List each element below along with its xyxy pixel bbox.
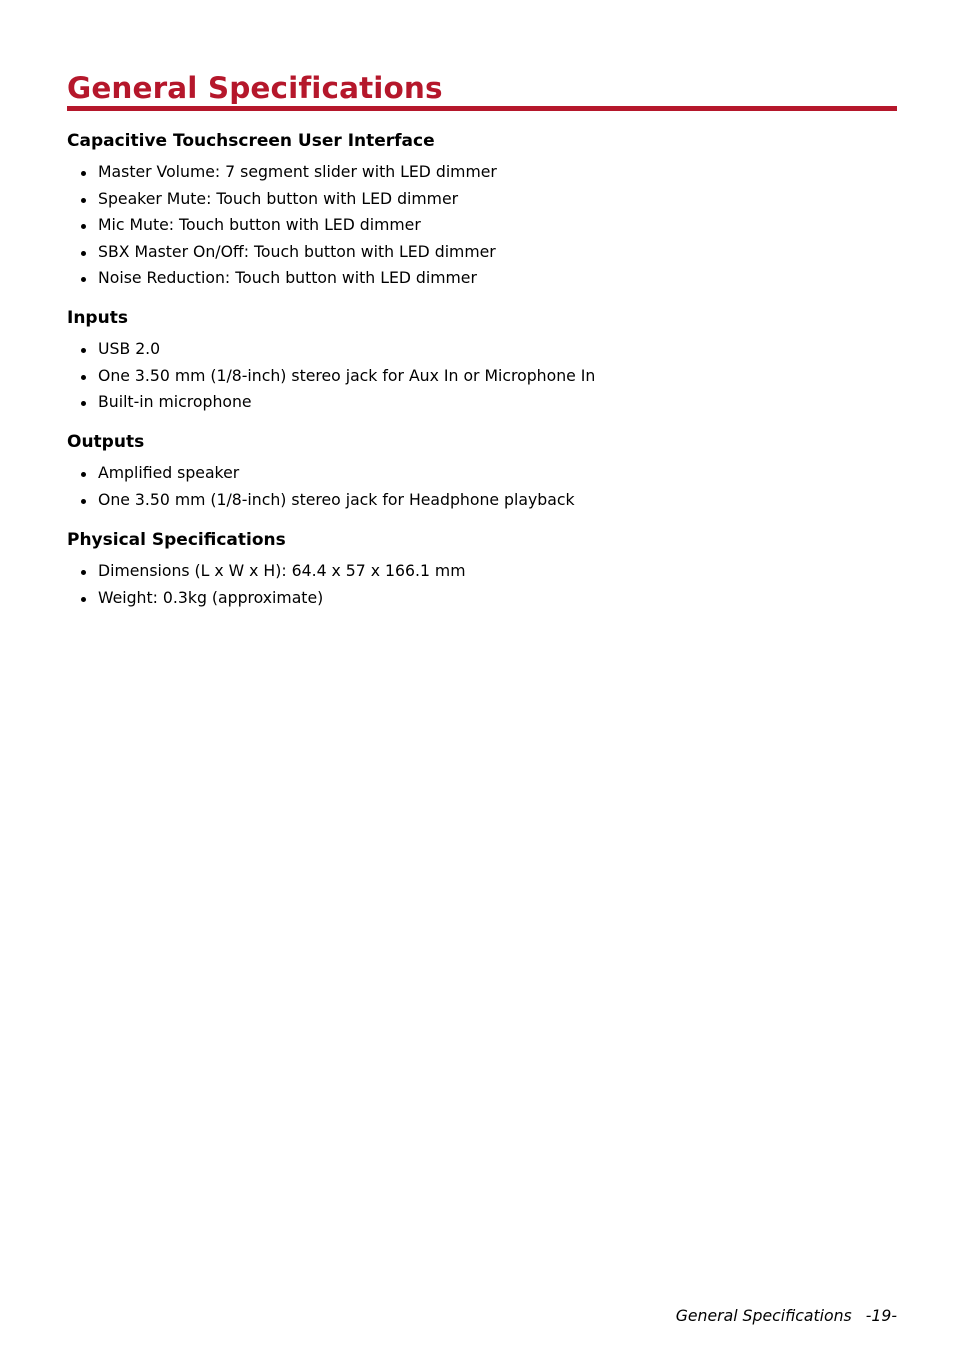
section-physical-specifications: [67, 528, 897, 611]
bullet-dot-icon: [81, 277, 86, 282]
list-item-text: One 3.50 mm (1/8-inch) stereo jack for Aux In or Microphone In: [98, 365, 596, 385]
list-item: [67, 585, 897, 612]
list-item: [67, 487, 897, 514]
section-heading: Capacitive Touchscreen User Interface: [67, 131, 435, 151]
bullet-dot-icon: [81, 224, 86, 229]
section-heading: Inputs: [67, 308, 128, 328]
list-item: [67, 265, 897, 292]
list-item-text: Noise Reduction: Touch button with LED dimmer: [98, 268, 477, 288]
footer-section-name: General Specifications: [675, 1306, 852, 1325]
list-item: [67, 389, 897, 416]
list-item: [67, 239, 897, 266]
bullet-list: [67, 336, 897, 416]
list-item-text: Weight: 0.3kg (approximate): [98, 587, 324, 607]
list-item: [67, 159, 897, 186]
list-item: [67, 363, 897, 390]
list-item-text: Speaker Mute: Touch button with LED dimmer: [98, 188, 459, 208]
section-heading: Physical Specifications: [67, 530, 286, 550]
list-item-text: One 3.50 mm (1/8-inch) stereo jack for Headphone playback: [98, 489, 575, 509]
page-footer: [676, 1304, 897, 1328]
bullet-dot-icon: [81, 570, 86, 575]
section-outputs: [67, 430, 897, 513]
list-item-text: Dimensions (L x W x H): 64.4 x 57 x 166.1 mm: [98, 561, 466, 580]
list-item-text: Amplified speaker: [98, 463, 240, 482]
bullet-list: [67, 460, 897, 513]
list-item-text: SBX Master On/Off: Touch button with LED dimmer: [98, 241, 496, 261]
list-item-text: Built-in microphone: [98, 392, 252, 412]
list-item-text: USB 2.0: [98, 339, 161, 358]
list-item: [67, 336, 897, 363]
list-item-text: Mic Mute: Touch button with LED dimmer: [98, 215, 421, 235]
bullet-list: [67, 558, 897, 611]
bullet-dot-icon: [81, 401, 86, 406]
title-underline-rule: [67, 106, 897, 111]
bullet-dot-icon: [81, 375, 86, 380]
list-item-text: Master Volume: 7 segment slider with LED dimmer: [98, 162, 497, 181]
section-capacitive-touchscreen: [67, 129, 897, 292]
page-title: General Specifications: [67, 71, 443, 105]
list-item: [67, 212, 897, 239]
bullet-dot-icon: [81, 171, 86, 176]
bullet-dot-icon: [81, 597, 86, 602]
section-heading: Outputs: [67, 432, 145, 452]
list-item: [67, 558, 897, 585]
list-item: [67, 186, 897, 213]
bullet-dot-icon: [81, 251, 86, 256]
bullet-dot-icon: [81, 348, 86, 353]
bullet-list: [67, 159, 897, 292]
bullet-dot-icon: [81, 472, 86, 477]
section-inputs: [67, 306, 897, 416]
bullet-dot-icon: [81, 499, 86, 504]
list-item: [67, 460, 897, 487]
bullet-dot-icon: [81, 198, 86, 203]
footer-page-number: -19-: [865, 1306, 897, 1325]
